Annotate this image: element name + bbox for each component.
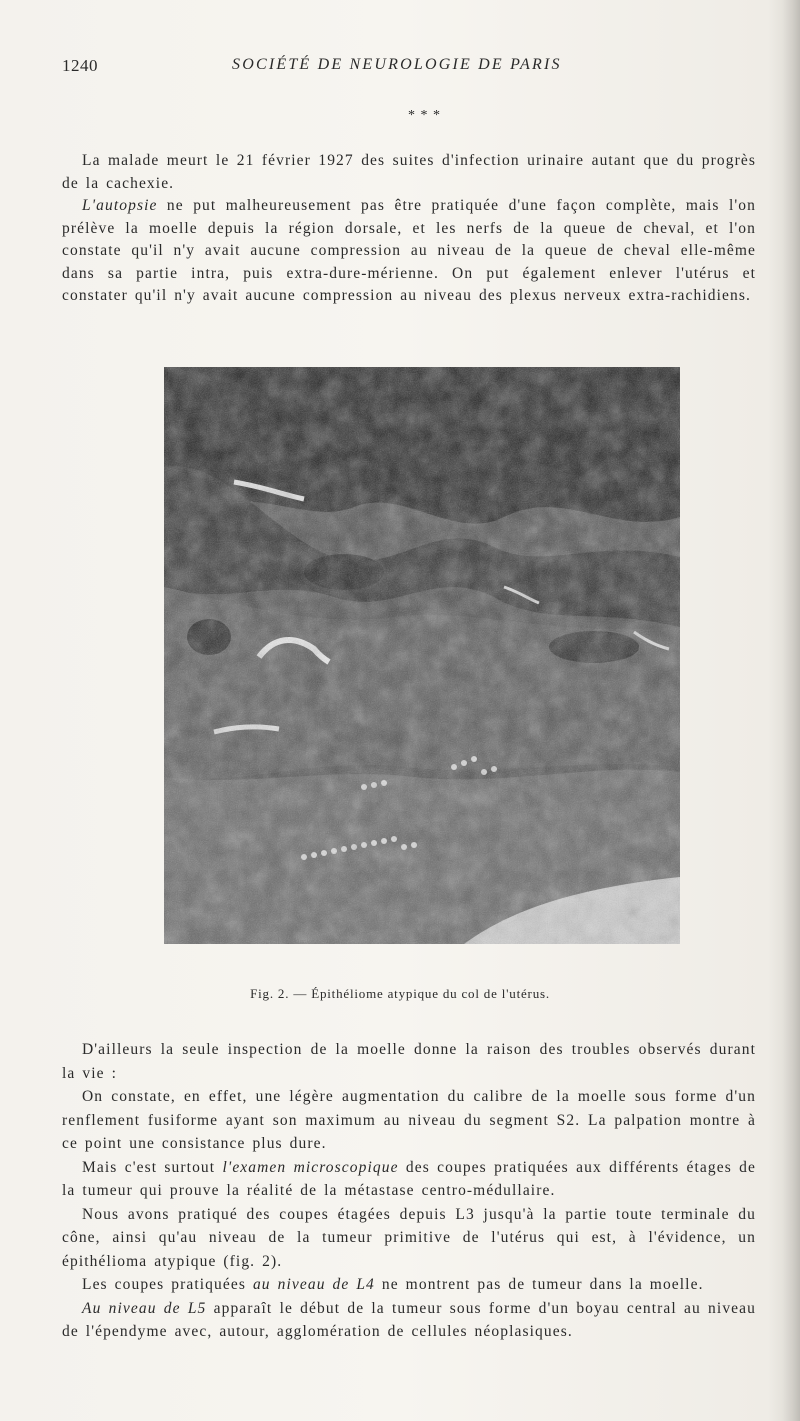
page-header — [62, 56, 738, 78]
l5-text: apparaît le début de la tumeur sous forme d'un boyau central au niveau de l'épendyme avec, autour, agglomération de cellules néoplasiques. — [62, 1299, 756, 1340]
text-block-top — [62, 150, 756, 308]
paragraph-microscopic — [62, 1156, 756, 1203]
microscopic-text-a: Mais c'est surtout — [82, 1158, 223, 1176]
l4-text-b: ne montrent pas de tumeur dans la moelle. — [374, 1276, 704, 1293]
caption-text: Épithéliome atypique du col de l'utérus. — [311, 986, 550, 1001]
page-number: 1240 — [62, 56, 98, 75]
paragraph-l4 — [62, 1273, 756, 1297]
caption-dash: — — [293, 986, 308, 1001]
l5-italic: Au niveau de L5 — [82, 1299, 207, 1317]
microscopic-text-b: des coupes pratiquées aux différents étages de la tumeur qui prouve la réalité de la métastase centro-médullaire. — [62, 1158, 756, 1199]
paragraph-l5 — [62, 1297, 756, 1344]
text-block-bottom — [62, 1038, 756, 1344]
paragraph-calibre: On constate, en effet, une légère augmentation du calibre de la moelle sous forme d'un renflement fusiforme ayant son maximum au niveau du segment S2. La palpation montre à ce point une consistance plus dure. — [62, 1088, 756, 1152]
micrograph-figure — [164, 367, 680, 944]
autopsy-text: ne put malheureusement pas être pratiquée d'une façon complète, mais l'on prélève la moelle depuis la région dorsale, et les nerfs de la queue de cheval, et l'on constate qu'il n'y avait aucune compression au niveau de la queue de cheval elle-même dans sa partie intra, puis extra-dure-mérienne. On put également enlever l'utérus et constater qu'il n'y avait aucune compression au niveau des plexus nerveux extra-rachidiens. — [62, 197, 756, 304]
paragraph-death: La malade meurt le 21 février 1927 des suites d'infection urinaire autant que du progrès de la cachexie. — [62, 152, 756, 192]
section-asterism: * * * — [408, 108, 441, 123]
paragraph-sections: Nous avons pratiqué des coupes étagées depuis L3 jusqu'à la partie toute terminale du cône, ainsi qu'au niveau de la tumeur primitive de l'utérus qui est, à l'évidence, un épithélioma atypique (fig. 2). — [62, 1205, 756, 1270]
micrograph-image — [164, 367, 680, 944]
paragraph-autopsy — [62, 195, 756, 308]
l4-italic: au niveau de L4 — [252, 1276, 375, 1293]
figure-caption — [0, 986, 800, 1002]
paragraph-inspection: D'ailleurs la seule inspection de la moelle donne la raison des troubles observés durant la vie : — [62, 1041, 756, 1082]
running-head: SOCIÉTÉ DE NEUROLOGIE DE PARIS — [232, 56, 562, 73]
microscopic-italic: l'examen microscopique — [222, 1158, 399, 1176]
page-edge-shadow — [782, 0, 800, 1421]
l4-text-a: Les coupes pratiquées — [82, 1276, 253, 1293]
figure-label: Fig. 2. — [250, 986, 290, 1001]
autopsy-lead: L'autopsie — [82, 197, 158, 214]
